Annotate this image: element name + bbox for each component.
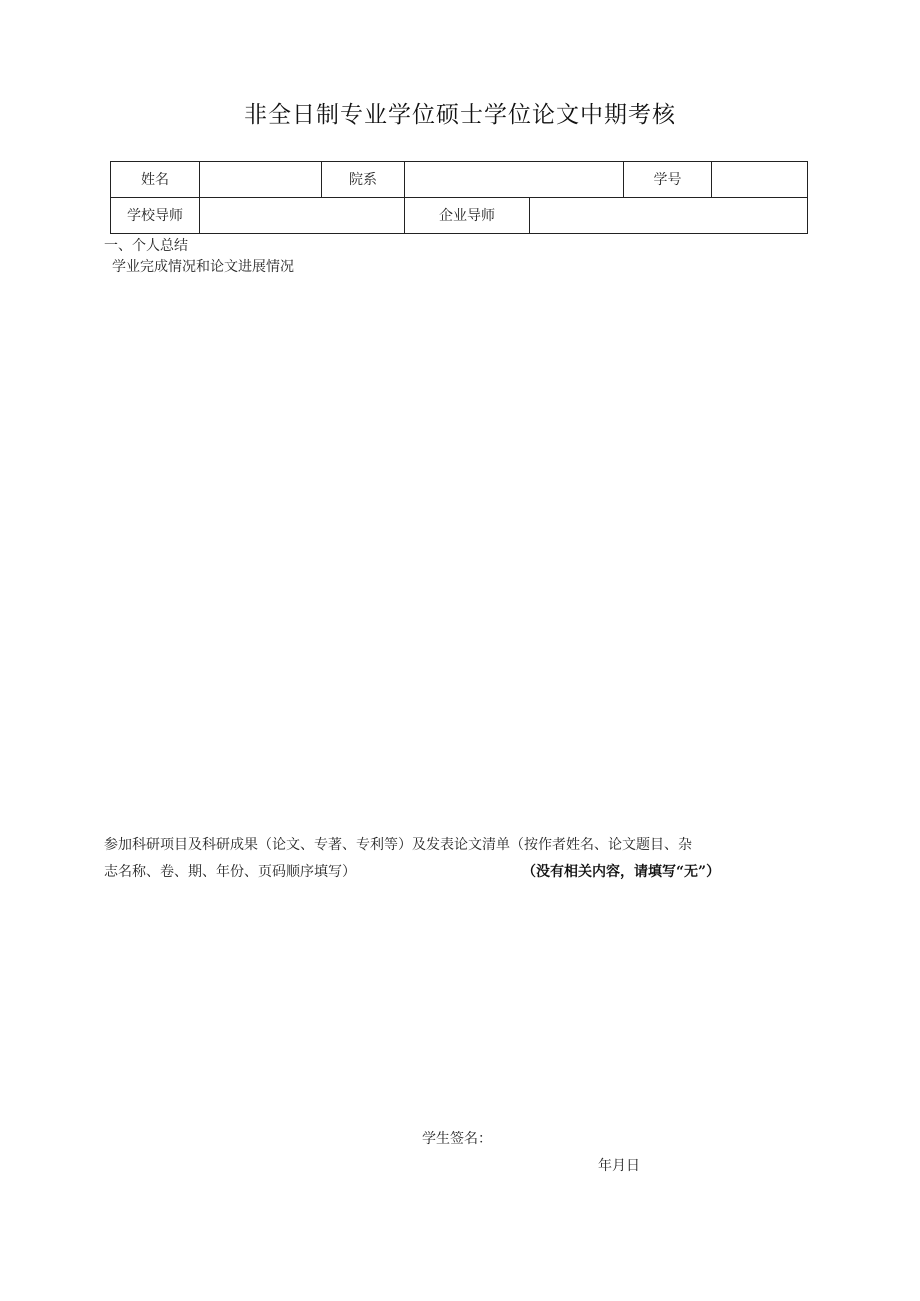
school-supervisor-label-cell: 学校导师 <box>110 197 200 234</box>
school-supervisor-value-cell[interactable] <box>199 197 405 234</box>
student-id-label-cell: 学号 <box>623 161 712 198</box>
document-title: 非全日制专业学位硕士学位论文中期考核 <box>244 102 676 128</box>
student-signature-label: 学生签名： <box>422 1131 492 1147</box>
research-fill-note: （没有相关内容，请填写“无”） <box>522 864 721 880</box>
research-description-line1: 参加科研项目及科研成果（论文、专著、专利等）及发表论文清单（按作者姓名、论文题目、杂 <box>104 837 692 853</box>
name-value-cell[interactable] <box>199 161 322 198</box>
name-label-cell: 姓名 <box>110 161 200 198</box>
enterprise-supervisor-value-cell[interactable] <box>529 197 808 234</box>
research-description-line2: 志名称、卷、期、年份、页码顺序填写） <box>104 864 356 880</box>
section-subheading-progress: 学业完成情况和论文进展情况 <box>112 259 294 275</box>
department-label-cell: 院系 <box>321 161 405 198</box>
signature-date: 年月日 <box>598 1158 640 1174</box>
enterprise-supervisor-label-cell: 企业导师 <box>404 197 530 234</box>
section-heading-personal-summary: 一、个人总结 <box>104 238 188 254</box>
department-value-cell[interactable] <box>404 161 624 198</box>
student-id-value-cell[interactable] <box>711 161 808 198</box>
